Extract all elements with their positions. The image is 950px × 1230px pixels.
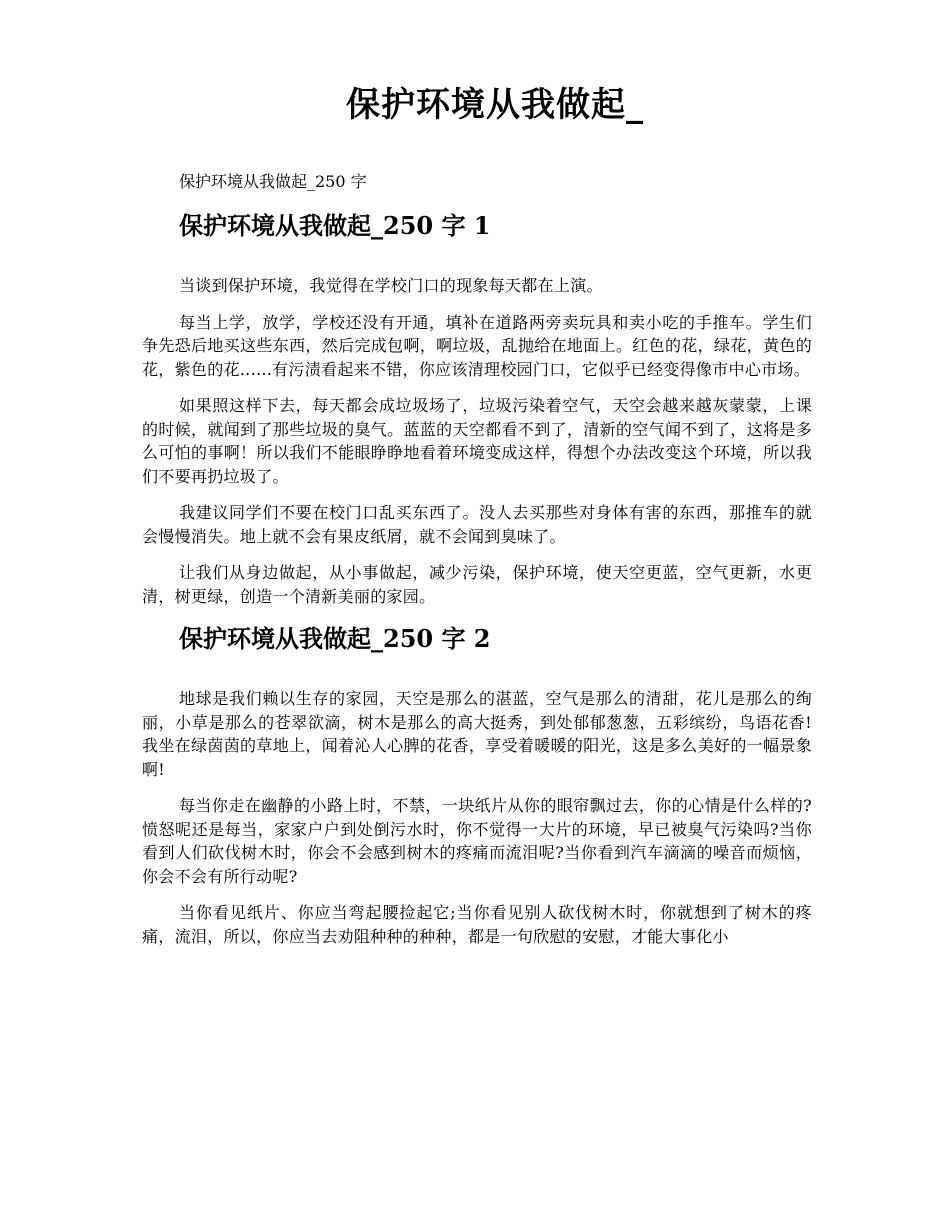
section-1-paragraph-1: 当谈到保护环境，我觉得在学校门口的现象每天都在上演。 [179,276,603,295]
section-1-paragraph-4: 我建议同学们不要在校门口乱买东西了。没人去买那些对身体有害的东西，那推车的就会慢慢消失。地上就不会有果皮纸屑，就不会闻到臭味了。 [142,503,812,546]
document-body [142,168,812,961]
section-2-paragraph-1: 地球是我们赖以生存的家园，天空是那么的湛蓝，空气是那么的清甜，花儿是那么的绚丽，小草是那么的苍翠欲滴，树木是那么的高大挺秀，到处郁郁葱葱，五彩缤纷，鸟语花香!我坐在绿茵茵的草地上，闻着沁人心脾的花香，享受着暖暖的阳光，这是多么美好的一幅景象啊! [142,689,812,779]
section-1-paragraph-5: 让我们从身边做起，从小事做起，减少污染，保护环境，使天空更蓝，空气更新，水更清，树更绿，创造一个清新美丽的家园。 [142,563,812,606]
section-1-paragraph-3: 如果照这样下去，每天都会成垃圾场了，垃圾污染着空气，天空会越来越灰蒙蒙，上课的时候，就闻到了那些垃圾的臭气。蓝蓝的天空都看不到了，清新的空气闻不到了，这将是多么可怕的事啊！所以我们不能眼睁睁地看着环境变成这样，得想个办法改变这个环境，所以我们不要再扔垃圾了。 [142,396,812,486]
section-heading-2: 保护环境从我做起_250 字 2 [179,624,491,653]
section-1-paragraph-2: 每当上学，放学，学校还没有开通，填补在道路两旁卖玩具和卖小吃的手推车。学生们争先恐后地买这些东西，然后完成包啊，啊垃圾，乱抛给在地面上。红色的花，绿花，黄色的花，紫色的花......有污渍看起来不错，你应该清理校园门口，它似乎已经变得像市中心市场。 [142,312,812,379]
section-2-paragraph-2: 每当你走在幽静的小路上时，不禁，一块纸片从你的眼帘飘过去，你的心情是什么样的?愤怒呢还是每当，家家户户到处倒污水时，你不觉得一大片的环境，早已被臭气污染吗?当你看到人们砍伐树木时，你会不会感到树木的疼痛而流泪呢?当你看到汽车滴滴的噪音而烦恼，你会不会有所行动呢? [142,796,812,886]
document-subtitle: 保护环境从我做起_250 字 [179,172,367,191]
document-title: 保护环境从我做起_ [346,85,644,125]
section-2-paragraph-3: 当你看见纸片、你应当弯起腰捡起它;当你看见别人砍伐树木时，你就想到了树木的疼痛，流泪，所以，你应当去劝阻种种的种种，都是一句欣慰的安慰，才能大事化小 [142,903,812,946]
section-heading-1: 保护环境从我做起_250 字 1 [179,211,491,240]
